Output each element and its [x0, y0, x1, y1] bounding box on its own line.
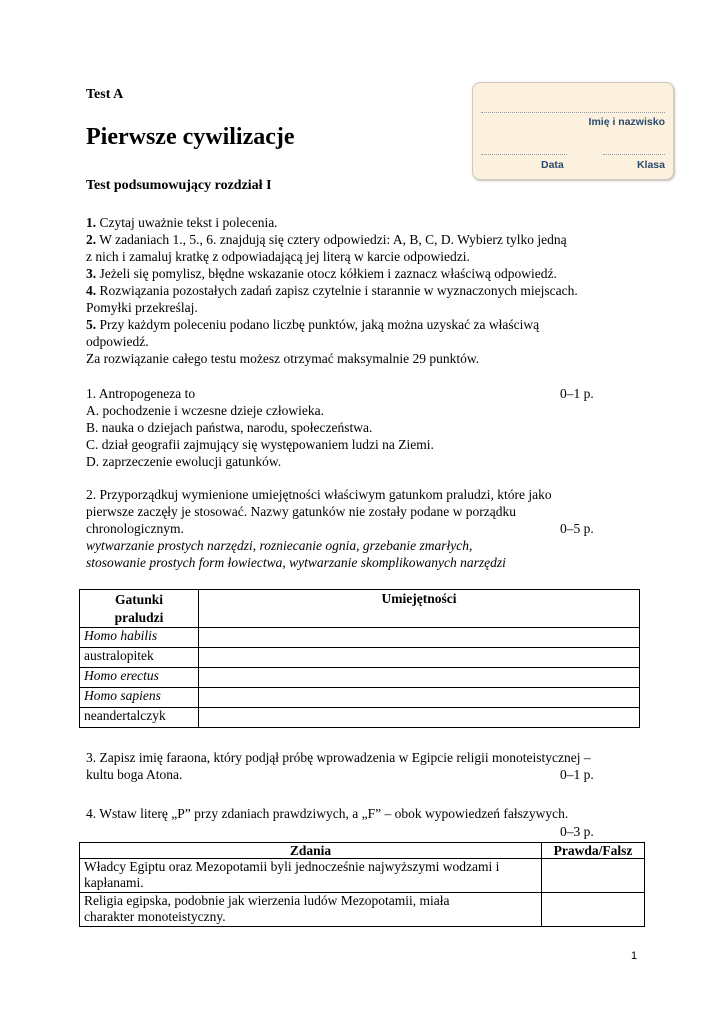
instruction-4-cont: Pomyłki przekreślaj.: [86, 300, 198, 315]
table-row: [80, 708, 640, 728]
q2-table-header: [80, 590, 640, 628]
species-cell: Homo habilis: [80, 628, 199, 648]
test-label: Test A: [86, 87, 124, 102]
q2-skills-line-2: stosowanie prostych form łowiectwa, wytwarzanie skomplikowanych narzędzi: [86, 555, 506, 570]
date-label: Data: [541, 159, 564, 171]
q4-col-sentences-header: Zdania: [80, 843, 542, 859]
instruction-max-points: Za rozwiązanie całego testu możesz otrzymać maksymalnie 29 punktów.: [86, 351, 480, 366]
q4-table-header: [80, 843, 645, 859]
q3-question: 3. Zapisz imię faraona, który podjął próbę wprowadzenia w Egipcie religii monoteistycznej – kultu boga Atona.: [86, 750, 591, 782]
q1-option-c: C. dział geografii zajmujący się występowaniem ludzi na Ziemi.: [86, 437, 434, 452]
q2-col-skills-header: Umiejętności: [199, 590, 640, 628]
q2-points: 0–5 p.: [560, 521, 594, 536]
instruction-2-cont: z nich i zamaluj kratkę z odpowiadającą jej literą w karcie odpowiedzi.: [86, 249, 470, 264]
q3-points: 0–1 p.: [560, 767, 594, 782]
instruction-1: 1. Czytaj uważnie tekst i polecenia.: [86, 215, 278, 230]
table-row: [80, 859, 645, 893]
skill-answer-cell[interactable]: [199, 668, 640, 688]
q1-option-d: D. zaprzeczenie ewolucji gatunków.: [86, 454, 282, 469]
page-title: Pierwsze cywilizacje: [86, 124, 295, 150]
instruction-4: 4. Rozwiązania pozostałych zadań zapisz czytelnie i starannie w wyznaczonych miejscach.: [86, 283, 578, 298]
instruction-5: 5. Przy każdym poleceniu podano liczbę punktów, jaką można uzyskać za właściwą: [86, 317, 540, 332]
sentence-cell: Władcy Egiptu oraz Mezopotamii byli jednocześnie najwyższymi wodzami i kapłanami.: [80, 859, 542, 893]
skill-answer-cell[interactable]: [199, 708, 640, 728]
q1-question: 1. Antropogeneza to: [86, 386, 196, 401]
name-write-line[interactable]: [481, 112, 665, 113]
student-info-box: [472, 82, 674, 180]
date-write-line[interactable]: [481, 154, 567, 155]
q1-options: [86, 402, 434, 470]
species-cell: Homo erectus: [80, 668, 199, 688]
truefalse-answer-cell[interactable]: [542, 859, 645, 893]
skill-answer-cell[interactable]: [199, 688, 640, 708]
name-label: Imię i nazwisko: [588, 116, 665, 128]
skill-answer-cell[interactable]: [199, 628, 640, 648]
table-row: [80, 688, 640, 708]
q2-col-species-header: Gatunki praludzi: [80, 590, 199, 628]
q1-option-b: B. nauka o dziejach państwa, narodu, społeczeństwa.: [86, 420, 373, 435]
species-cell: neandertalczyk: [80, 708, 199, 728]
instruction-5-cont: odpowiedź.: [86, 334, 149, 349]
sentence-cell: Religia egipska, podobnie jak wierzenia ludów Mezopotamii, miała charakter monoteistyczny.: [80, 893, 542, 927]
instruction-3: 3. Jeżeli się pomylisz, błędne wskazanie otocz kółkiem i zaznacz właściwą odpowiedź.: [86, 266, 557, 281]
table-row: [80, 628, 640, 648]
q2-table: [79, 589, 640, 728]
class-label: Klasa: [636, 159, 665, 171]
q1-points: 0–1 p.: [560, 386, 594, 401]
q2-question: 2. Przyporządkuj wymienione umiejętności właściwym gatunkom praludzi, które jako pierwsze zaczęły je stosować. Nazwy gatunków nie zostały podane w porządku chronologicznym. wytwarzanie prostych narzędzi, rozniecanie ognia, grzebanie zmarłych, stosowanie prostych form łowiectwa, wytwarzanie skomplikowanych narzędzi: [86, 487, 552, 570]
truefalse-answer-cell[interactable]: [542, 893, 645, 927]
table-row: [80, 893, 645, 927]
table-row: [80, 668, 640, 688]
instructions: [86, 214, 578, 367]
page-number: 1: [631, 950, 638, 962]
class-write-line[interactable]: [603, 154, 665, 155]
q2-skills-line-1: wytwarzanie prostych narzędzi, rozniecanie ognia, grzebanie zmarłych,: [86, 538, 473, 553]
skill-answer-cell[interactable]: [199, 648, 640, 668]
q4-col-truefalse-header: Prawda/Falsz: [542, 843, 645, 859]
q4-points: 0–3 p.: [560, 824, 594, 839]
instruction-2: 2. W zadaniach 1., 5., 6. znajdują się cztery odpowiedzi: A, B, C, D. Wybierz tylko jedną: [86, 232, 567, 247]
q4-question: 4. Wstaw literę „P” przy zdaniach prawdziwych, a „F” – obok wypowiedzeń fałszywych.: [86, 806, 569, 821]
page-subtitle: Test podsumowujący rozdział I: [86, 178, 272, 193]
species-cell: Homo sapiens: [80, 688, 199, 708]
table-row: [80, 648, 640, 668]
species-cell: australopitek: [80, 648, 199, 668]
q1-option-a: A. pochodzenie i wczesne dzieje człowieka.: [86, 403, 325, 418]
q4-table: [79, 842, 645, 927]
